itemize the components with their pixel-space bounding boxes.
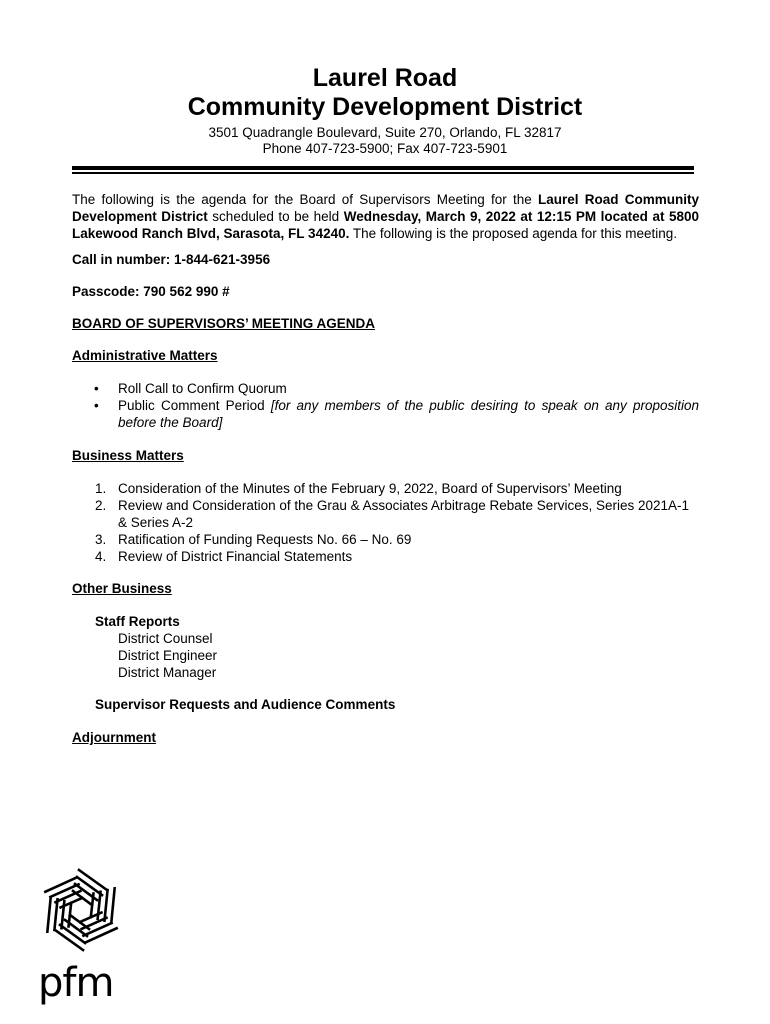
list-item: District Counsel xyxy=(118,631,213,646)
list-item: District Engineer xyxy=(118,648,218,663)
intro-text-2: scheduled to be held xyxy=(207,209,344,224)
call-in-number: Call in number: 1-844-621-3956 xyxy=(72,252,271,267)
pfm-logo xyxy=(38,866,124,1016)
intro-text-3: The following is the proposed agenda for this meeting. xyxy=(349,226,678,241)
bullet-icon: • xyxy=(94,398,99,413)
other-business-heading: Other Business xyxy=(72,581,172,596)
business-item-text: Consideration of the Minutes of the February 9, 2022, Board of Supervisors’ Meeting xyxy=(118,481,622,496)
list-item xyxy=(72,480,699,497)
supervisor-requests: Supervisor Requests and Audience Comments xyxy=(95,697,396,712)
administrative-item-text: Roll Call to Confirm Quorum xyxy=(118,381,287,396)
item-number: 2. xyxy=(95,498,107,513)
adjournment-heading: Adjournment xyxy=(72,730,156,745)
list-item xyxy=(72,397,699,431)
business-item-text: Review of District Financial Statements xyxy=(118,549,353,564)
agenda-heading: BOARD OF SUPERVISORS’ MEETING AGENDA xyxy=(72,316,376,331)
item-number: 3. xyxy=(95,532,107,547)
district-name-line2: Community Development District xyxy=(187,93,583,121)
business-list xyxy=(72,480,699,565)
intro-datetime-location: Wednesday, March 9, 2022 at 12:15 PM located at 5800 Lakewood Ranch Blvd, Sarasota, FL 34240. xyxy=(72,209,699,241)
intro-text-1: The following is the agenda for the Board of Supervisors Meeting for the xyxy=(72,192,539,207)
bullet-icon: • xyxy=(94,381,99,396)
district-phone: Phone 407-723-5900; Fax 407-723-5901 xyxy=(262,141,508,156)
list-item: District Manager xyxy=(118,665,217,680)
pfm-logo-text: pfm xyxy=(38,960,114,1006)
list-item xyxy=(72,548,699,565)
passcode: Passcode: 790 562 990 # xyxy=(72,284,230,299)
business-item-text: Ratification of Funding Requests No. 66 – No. 69 xyxy=(118,532,412,547)
administrative-item-note: [for any members of the public desiring to speak on any proposition before the Board] xyxy=(118,398,699,430)
list-item xyxy=(72,497,699,531)
agenda-body xyxy=(72,191,699,746)
letterhead xyxy=(0,64,770,157)
item-number: 1. xyxy=(95,481,107,496)
item-number: 4. xyxy=(95,549,107,564)
pfm-logo-icon xyxy=(38,866,124,954)
list-item xyxy=(72,380,699,397)
staff-reports-list xyxy=(72,630,699,681)
intro-paragraph xyxy=(72,191,699,242)
administrative-list xyxy=(72,380,699,431)
list-item xyxy=(72,531,699,548)
staff-reports-heading: Staff Reports xyxy=(95,614,180,629)
administrative-item-text: Public Comment Period xyxy=(118,398,271,413)
administrative-heading: Administrative Matters xyxy=(72,348,218,363)
business-item-text: Review and Consideration of the Grau & Associates Arbitrage Rebate Services, Series 2021A-1 & Series A-2 xyxy=(118,498,690,530)
header-divider-thin xyxy=(72,172,694,174)
business-heading: Business Matters xyxy=(72,448,184,463)
district-name-line1: Laurel Road xyxy=(312,64,458,92)
intro-district: Laurel Road Community Development District xyxy=(72,192,700,224)
district-address: 3501 Quadrangle Boulevard, Suite 270, Orlando, FL 32817 xyxy=(208,125,562,140)
header-divider-thick xyxy=(72,166,694,170)
